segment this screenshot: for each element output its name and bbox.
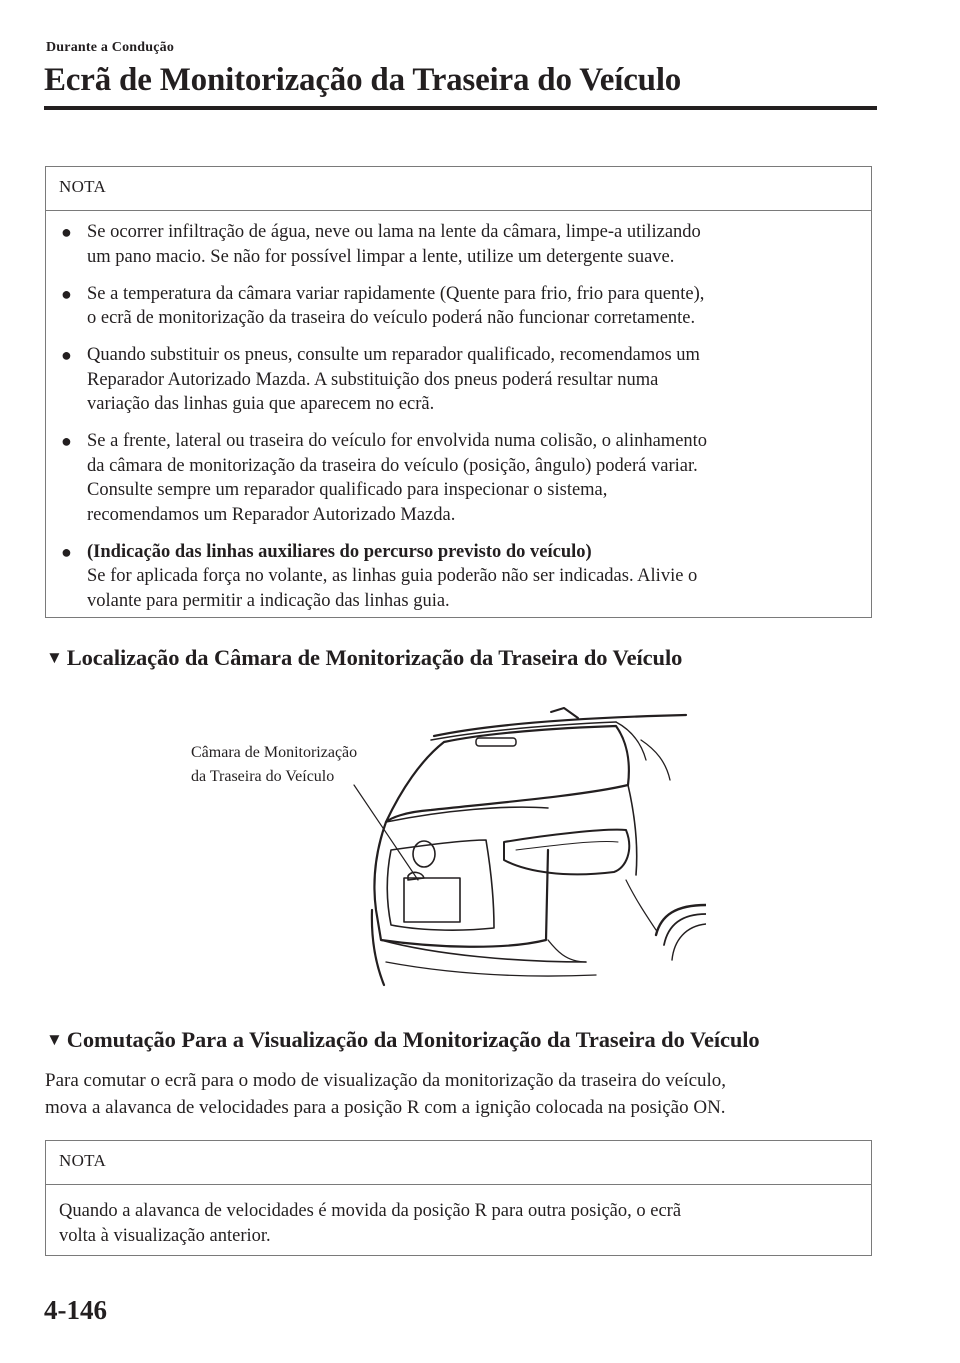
note-box-2 bbox=[45, 1140, 872, 1256]
license-plate bbox=[404, 878, 460, 922]
note-item-line: Se for aplicada força no volante, as linhas guia poderão não ser indicadas. Alivie o bbox=[87, 566, 698, 586]
paragraph-line: Para comutar o ecrã para o modo de visualização da monitorização da traseira do veículo, bbox=[45, 1070, 727, 1091]
note-box-1 bbox=[45, 166, 872, 618]
triangle-marker-icon: ▼ bbox=[46, 1030, 63, 1049]
bullet-icon: ● bbox=[61, 431, 72, 451]
switch-heading bbox=[46, 1027, 760, 1053]
note-item-line: Se a temperatura da câmara variar rapidamente (Quente para frio, frio para quente), bbox=[87, 283, 705, 304]
note-item-line: o ecrã de monitorização da traseira do veículo poderá não funcionar corretamente. bbox=[87, 308, 696, 328]
note-item-5 bbox=[57, 540, 851, 614]
note-item-3 bbox=[57, 343, 851, 417]
note-item-line: variação das linhas guia que aparecem no ecrã. bbox=[87, 394, 435, 414]
note-item-2 bbox=[57, 282, 851, 331]
note-body bbox=[46, 211, 871, 613]
note-item-line: volante para permitir a indicação das linhas guia. bbox=[87, 590, 450, 611]
note-label: NOTA bbox=[46, 1141, 871, 1185]
bullet-icon: ● bbox=[61, 222, 72, 242]
page-title: Ecrã de Monitorização da Traseira do Veículo bbox=[44, 62, 682, 98]
triangle-marker-icon: ▼ bbox=[46, 648, 63, 667]
switch-heading-text: Comutação Para a Visualização da Monitorização da Traseira do Veículo bbox=[66, 1027, 760, 1052]
note-label: NOTA bbox=[46, 167, 871, 211]
note-item-line: recomendamos um Reparador Autorizado Mazda. bbox=[87, 504, 456, 525]
callout-line: Câmara de Monitorização bbox=[191, 744, 358, 761]
title-rule bbox=[44, 106, 877, 110]
location-heading-text: Localização da Câmara de Monitorização da Traseira do Veículo bbox=[66, 645, 683, 670]
callout-line: da Traseira do Veículo bbox=[191, 768, 335, 785]
bullet-icon: ● bbox=[61, 283, 72, 304]
bullet-icon: ● bbox=[61, 345, 72, 365]
bullet-icon: ● bbox=[61, 541, 72, 562]
brake-light bbox=[476, 738, 516, 746]
note-item-1 bbox=[57, 220, 851, 269]
note-item-bold: (Indicação das linhas auxiliares do percurso previsto do veículo) bbox=[87, 541, 592, 562]
note-item-line: Se ocorrer infiltração de água, neve ou lama na lente da câmara, limpe-a utilizando bbox=[87, 222, 701, 242]
note-body bbox=[46, 1185, 871, 1249]
note-item-line: um pano macio. Se não for possível limpar a lente, utilize um detergente suave. bbox=[87, 246, 675, 267]
note-line: Quando a alavanca de velocidades é movida da posição R para outra posição, o ecrã bbox=[59, 1201, 682, 1221]
vehicle-rear-illustration bbox=[186, 700, 706, 990]
note-item-line: Reparador Autorizado Mazda. A substituição dos pneus poderá resultar numa bbox=[87, 369, 659, 390]
note-line: volta à visualização anterior. bbox=[59, 1226, 271, 1246]
paragraph-line: mova a alavanca de velocidades para a posição R com a ignição colocada na posição ON. bbox=[45, 1096, 726, 1118]
callout-leader-line bbox=[354, 785, 418, 880]
note-item-4 bbox=[57, 429, 851, 527]
location-heading bbox=[46, 645, 682, 671]
switch-paragraph bbox=[45, 1068, 875, 1121]
note-item-line: Consulte sempre um reparador qualificado para inspecionar o sistema, bbox=[87, 480, 608, 500]
section-label: Durante a Condução bbox=[46, 40, 175, 55]
note-item-line: Se a frente, lateral ou traseira do veículo for envolvida numa colisão, o alinhamento bbox=[87, 431, 708, 451]
note-item-line: Quando substituir os pneus, consulte um reparador qualificado, recomendamos um bbox=[87, 345, 700, 365]
note-item-line: da câmara de monitorização da traseira do veículo (posição, ângulo) poderá variar. bbox=[87, 455, 698, 476]
page-number: 4-146 bbox=[44, 1295, 107, 1325]
